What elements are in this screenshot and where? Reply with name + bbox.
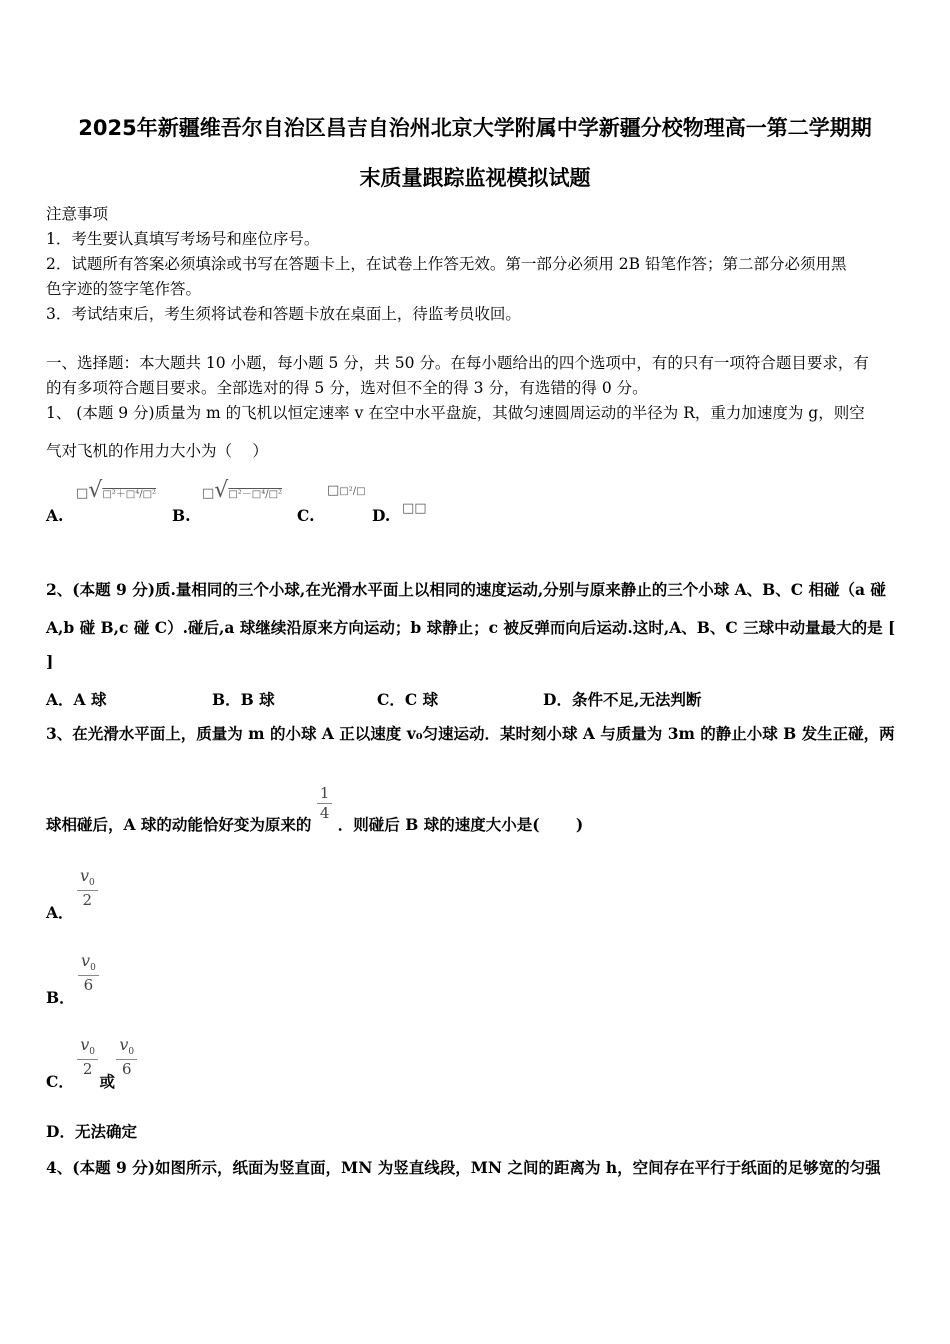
- q1-option-b-label: B.: [172, 506, 191, 525]
- q3-option-a-v: v: [79, 866, 89, 885]
- q1-option-d-formula-icon: □□: [402, 501, 427, 516]
- q3-option-c[interactable]: [46, 1035, 137, 1091]
- title-line-1: 2025年新疆维吾尔自治区昌吉自治州北京大学附属中学新疆分校物理高一第二学期期: [78, 116, 872, 140]
- q3-option-c-sub2: 0: [128, 1047, 135, 1057]
- section-intro-2: 的有多项符合题目要求。全部选对的得 5 分，选对但不全的得 3 分，有选错的得 0 分。: [46, 379, 648, 397]
- q2-option-d[interactable]: D．条件不足,无法判断: [543, 690, 702, 709]
- q3-stem-1: 3、在光滑水平面上，质量为 m 的小球 A 正以速度 v₀匀速运动．某时刻小球 A 与质量为 3m 的静止小球 B 发生正碰，两: [46, 724, 895, 743]
- section-intro-1: 一、选择题：本大题共 10 小题，每小题 5 分，共 50 分。在每小题给出的四个选项中，有的只有一项符合题目要求，有: [46, 354, 869, 372]
- q3-option-a-sub: 0: [88, 878, 95, 888]
- q3-stem-2a: 球相碰后，A 球的动能恰好变为原来的: [46, 814, 312, 834]
- q2-stem-1: 2、(本题 9 分)质.量相同的三个小球,在光滑水平面上以相同的速度运动,分别与原来静止的三个小球 A、B、C 相碰（a 碰: [46, 580, 886, 599]
- q3-option-b-fraction: [78, 953, 99, 993]
- q3-option-a-den: 2: [82, 891, 93, 909]
- q3-option-c-fraction-2: [116, 1037, 137, 1077]
- q3-option-b[interactable]: [46, 951, 99, 1007]
- q3-option-a-fraction: [77, 868, 98, 908]
- q3-option-c-fraction-1: [77, 1037, 98, 1077]
- notice-item-2: 2．试题所有答案必须填涂或书写在答题卡上，在试卷上作答无效。第一部分必须用 2B 铅笔作答；第二部分必须用黑: [46, 255, 847, 273]
- q2-stem-3: ]: [46, 652, 54, 671]
- q3-fraction-quarter: [317, 786, 333, 821]
- q3-option-c-v1: v: [80, 1035, 90, 1054]
- q3-fraction-num: 1: [317, 786, 333, 804]
- title-line-2: 末质量跟踪监视模拟试题: [359, 166, 591, 190]
- q3-option-d[interactable]: D．无法确定: [46, 1122, 137, 1141]
- q1-option-c-formula-icon: □□²/□: [327, 483, 366, 498]
- q1-option-a-formula-icon: □√□²＋□⁴/□²: [76, 478, 157, 503]
- q3-option-c-v2: v: [119, 1035, 129, 1054]
- q1-option-c-label: C.: [297, 506, 315, 525]
- q3-option-b-v: v: [81, 951, 91, 970]
- q2-option-c[interactable]: C．C 球: [377, 690, 439, 709]
- q3-stem-2: [46, 784, 908, 834]
- q3-option-c-sub1: 0: [89, 1047, 96, 1057]
- q3-stem-2b: ．则碰后 B 球的速度大小是( ): [337, 814, 584, 834]
- q1-option-d-label: D.: [372, 506, 391, 525]
- notice-item-2-cont: 色字迹的签字笔作答。: [46, 280, 202, 298]
- q3-option-b-sub: 0: [90, 963, 96, 973]
- q2-option-b[interactable]: B．B 球: [212, 690, 275, 709]
- notice-heading: 注意事项: [46, 205, 109, 223]
- q4-stem-1: 4、(本题 9 分)如图所示，纸面为竖直面，MN 为竖直线段，MN 之间的距离为 h，空间存在平行于纸面的足够宽的匀强: [46, 1158, 881, 1177]
- q1-stem-1: 1、 (本题 9 分)质量为 m 的飞机以恒定速率 v 在空中水平盘旋，其做匀速圆周运动的半径为 R，重力加速度为 g，则空: [46, 404, 865, 422]
- q3-option-a[interactable]: [46, 866, 98, 922]
- q3-option-a-label: A．: [46, 903, 74, 922]
- q3-fraction-den: 4: [319, 804, 330, 822]
- q3-option-c-den1: 2: [82, 1060, 93, 1078]
- q3-option-b-label: B．: [46, 988, 75, 1007]
- q1-option-b-formula-icon: □√□²－□⁴/□²: [202, 478, 283, 503]
- q1-stem-2: 气对飞机的作用力大小为（ ）: [46, 442, 268, 460]
- q3-option-c-or: 或: [99, 1072, 115, 1091]
- q2-option-a[interactable]: A．A 球: [46, 690, 107, 709]
- q2-stem-2: A,b 碰 B,c 碰 C）.碰后,a 球继续沿原来方向运动；b 球静止；c 被反弹而向后运动.这时,A、B、C 三球中动量最大的是 [: [46, 618, 896, 637]
- q1-option-a-label: A.: [46, 506, 64, 525]
- notice-item-1: 1．考生要认真填写考场号和座位序号。: [46, 230, 320, 248]
- q3-option-b-den: 6: [83, 976, 94, 994]
- q3-option-c-den2: 6: [121, 1060, 132, 1078]
- notice-item-3: 3．考试结束后，考生须将试卷和答题卡放在桌面上，待监考员收回。: [46, 305, 521, 323]
- q3-option-c-label: C．: [46, 1072, 74, 1091]
